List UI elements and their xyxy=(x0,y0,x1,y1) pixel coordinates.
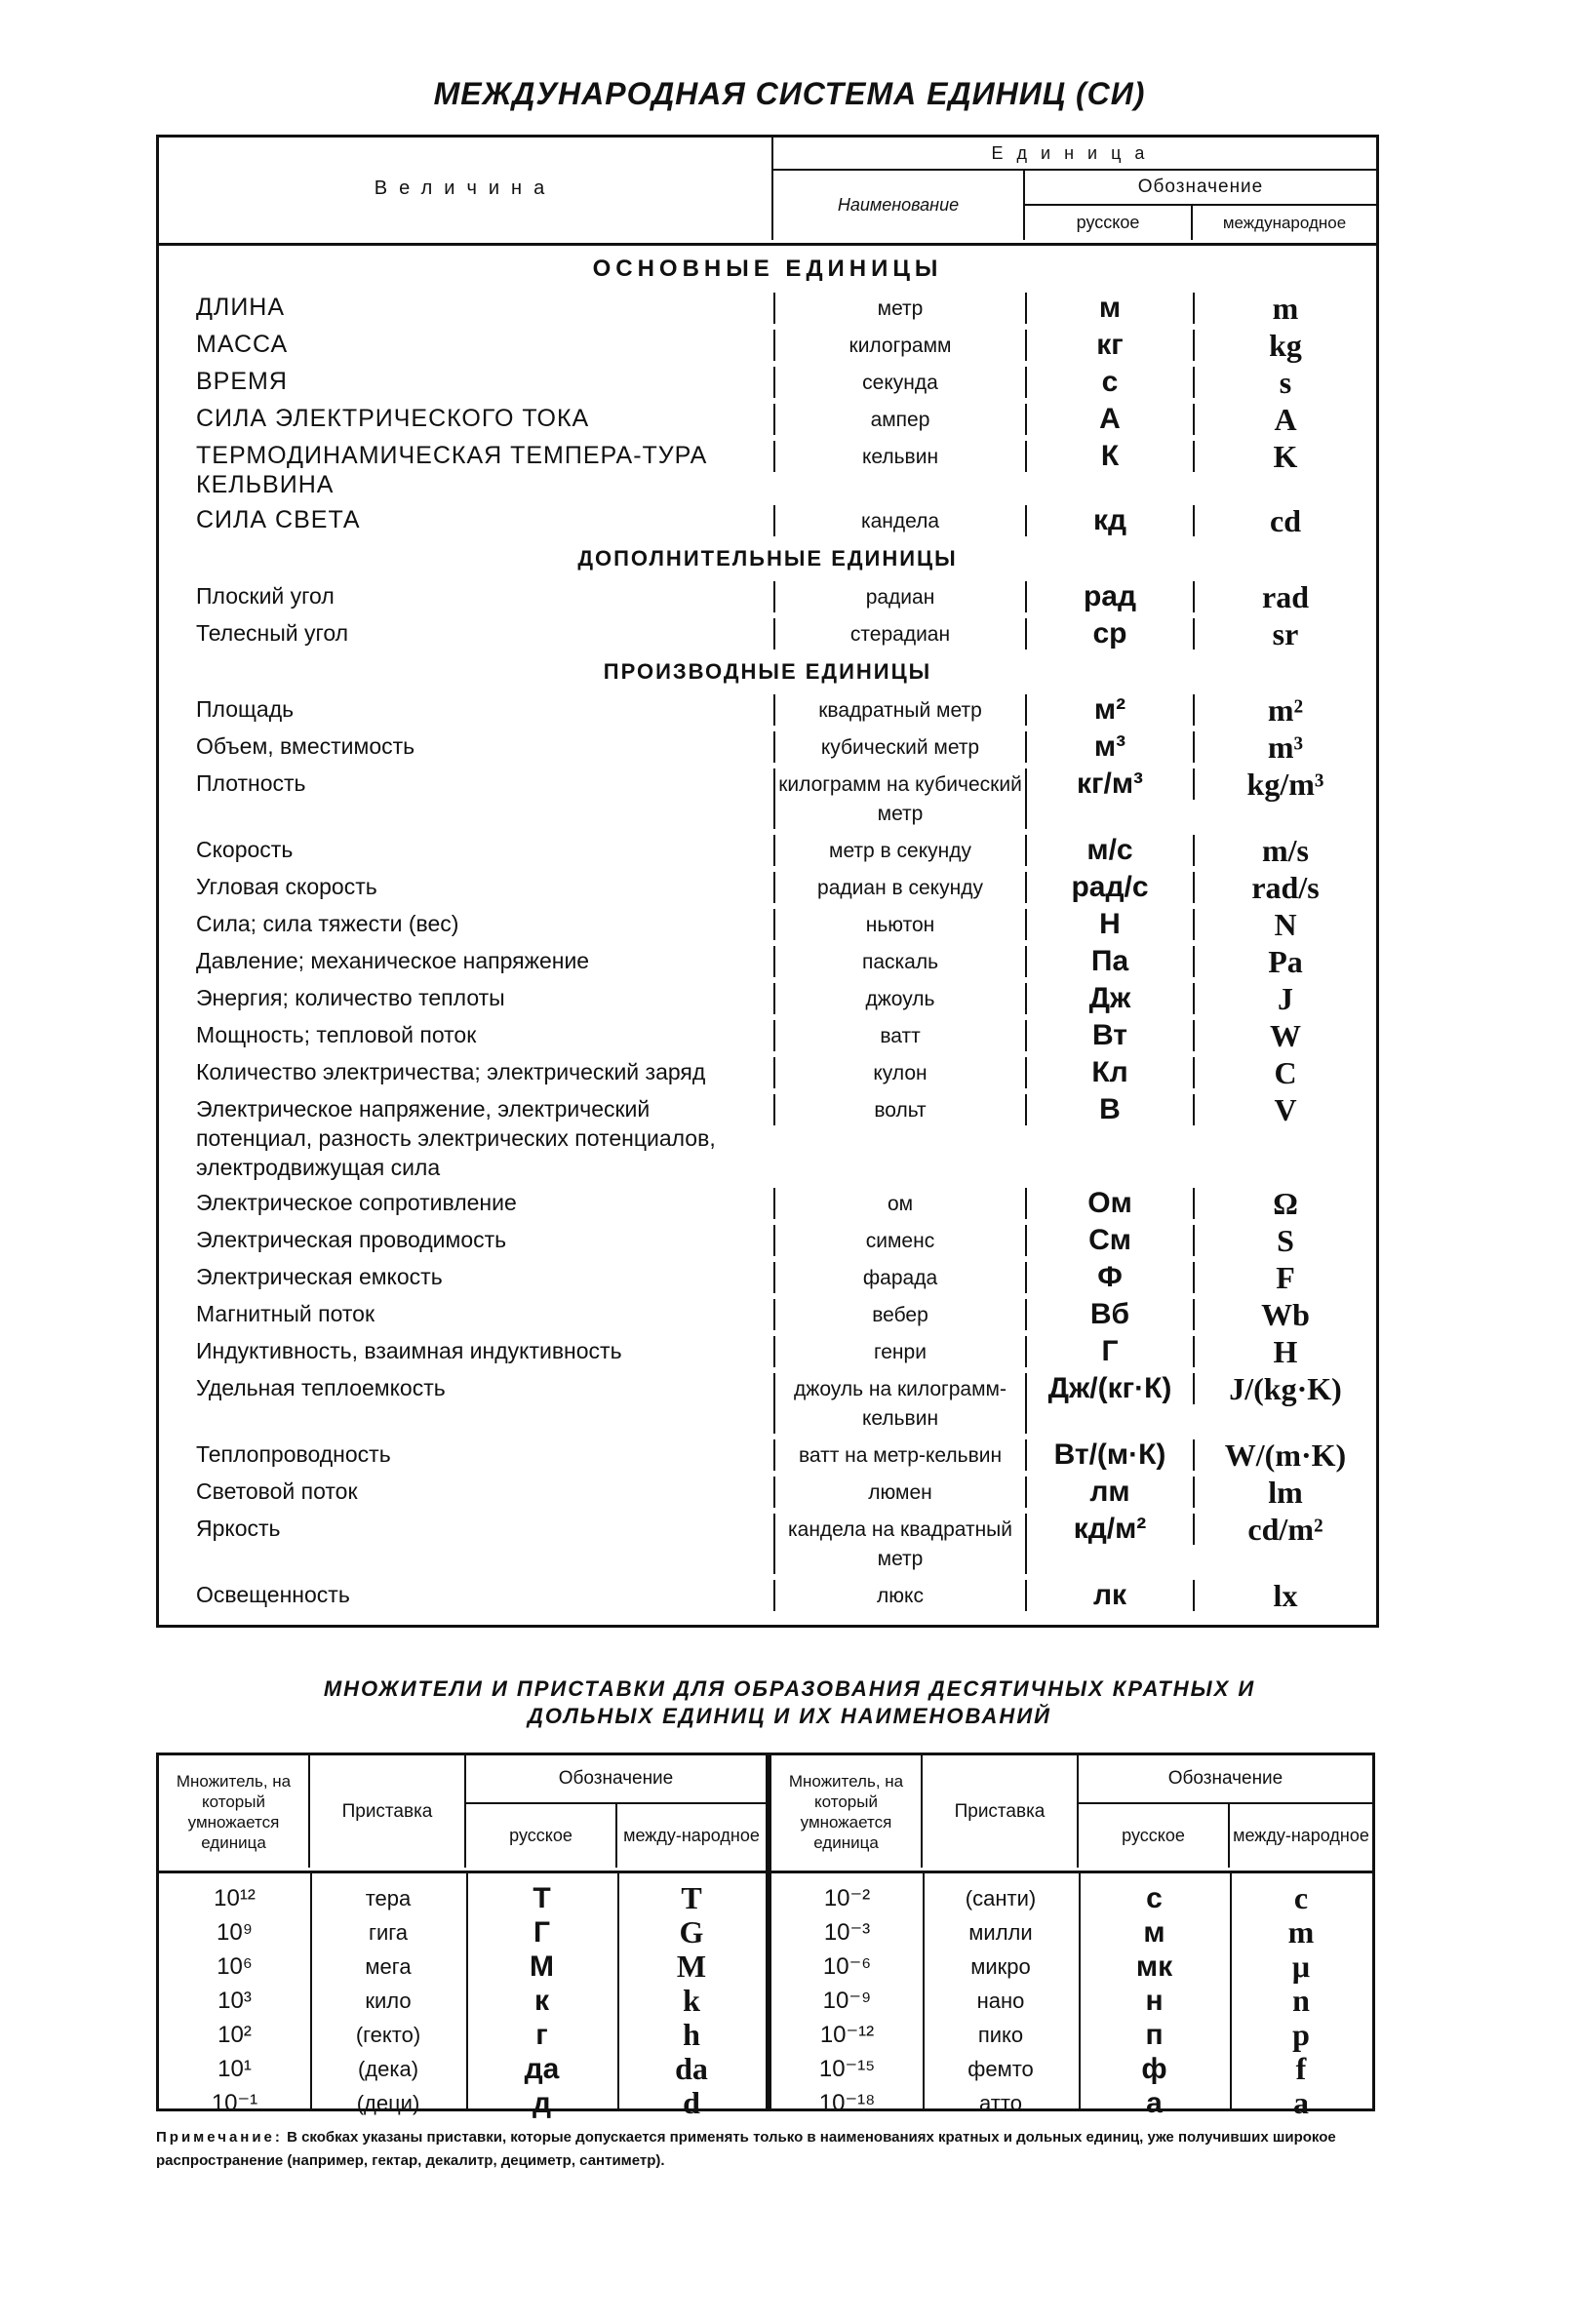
unit-name-cell: кандела xyxy=(773,505,1027,536)
unit-row xyxy=(159,1057,1376,1088)
unit-row xyxy=(159,731,1376,763)
prefix-cell: милли xyxy=(968,1919,1033,1945)
international-symbol-cell: C xyxy=(1193,1057,1376,1088)
header-russian: русское xyxy=(466,1804,617,1868)
prefix-cell: микро xyxy=(970,1953,1031,1979)
international-symbol-cell: W/(m·K) xyxy=(1193,1439,1376,1471)
multiplier-cell: 10⁻⁹ xyxy=(822,1988,872,2014)
russian-symbol-cell: Вт xyxy=(1092,1019,1127,1051)
international-symbol-cell: F xyxy=(1193,1262,1376,1293)
prefix-cell: кило xyxy=(365,1988,412,2013)
russian-symbol-cell: М xyxy=(530,1950,554,1983)
unit-row xyxy=(159,1299,1376,1330)
international-symbol-cell: da xyxy=(675,2051,708,2086)
international-symbol-cell: M xyxy=(676,1949,707,1984)
quantity-cell: Электрическое сопротивление xyxy=(196,1190,517,1215)
russian-symbol-cell: ф xyxy=(1141,2052,1167,2085)
unit-name-cell: вебер xyxy=(773,1299,1027,1330)
header-international: между-народное xyxy=(623,1826,760,1845)
russian-symbol-cell: м² xyxy=(1093,693,1126,726)
prefix-row xyxy=(159,1881,766,1915)
international-symbol-cell: Ω xyxy=(1193,1188,1376,1219)
unit-row xyxy=(159,768,1376,829)
prefix-row xyxy=(159,2052,766,2086)
russian-symbol-cell: Кл xyxy=(1091,1056,1128,1088)
quantity-cell: Количество электричества; электрический заряд xyxy=(196,1059,706,1084)
prefix-cell: нано xyxy=(976,1988,1025,2013)
international-symbol-cell: f xyxy=(1295,2051,1307,2086)
russian-symbol-cell: м/с xyxy=(1086,834,1133,866)
international-symbol-cell: c xyxy=(1293,1880,1309,1915)
prefix-row xyxy=(159,2086,766,2120)
unit-name-cell: ньютон xyxy=(773,909,1027,940)
multiplier-cell: 10⁻¹⁸ xyxy=(818,2090,876,2116)
unit-name-cell: секунда xyxy=(773,367,1027,398)
russian-symbol-cell: м³ xyxy=(1093,730,1126,763)
unit-name-cell: ватт на метр-кельвин xyxy=(773,1439,1027,1471)
international-symbol-cell: V xyxy=(1193,1094,1376,1125)
russian-symbol-cell: Вб xyxy=(1089,1298,1130,1330)
international-symbol-cell: m² xyxy=(1193,694,1376,726)
multiplier-cell: 10⁻⁶ xyxy=(822,1953,872,1980)
prefix-row xyxy=(771,2086,1372,2120)
quantity-cell: Скорость xyxy=(196,837,294,862)
quantity-cell: Энергия; количество теплоты xyxy=(196,985,505,1010)
prefix-table-left xyxy=(159,1755,771,2120)
unit-name-cell: радиан xyxy=(773,581,1027,612)
prefix-table-right xyxy=(771,1755,1372,2120)
quantity-cell: Магнитный поток xyxy=(196,1301,375,1326)
russian-symbol-cell: Вт/(м·К) xyxy=(1053,1438,1166,1471)
unit-name-cell: стерадиан xyxy=(773,618,1027,650)
international-symbol-cell: cd/m² xyxy=(1193,1514,1376,1545)
quantity-cell: Телесный угол xyxy=(196,620,349,646)
quantity-cell: ТЕРМОДИНАМИЧЕСКАЯ ТЕМПЕРА-ТУРА КЕЛЬВИНА xyxy=(196,442,708,498)
russian-symbol-cell: д xyxy=(532,2086,552,2119)
prefix-cell: пико xyxy=(977,2022,1024,2047)
russian-symbol-cell: лм xyxy=(1089,1476,1130,1508)
header-international: между-народное xyxy=(1233,1826,1369,1845)
international-symbol-cell: a xyxy=(1293,2085,1309,2120)
quantity-cell: Электрическая проводимость xyxy=(196,1227,507,1252)
unit-name-cell: паскаль xyxy=(773,946,1027,977)
supplementary-units-body xyxy=(159,581,1376,650)
russian-symbol-cell: В xyxy=(1099,1093,1121,1125)
russian-symbol-cell: с xyxy=(1101,366,1119,398)
international-symbol-cell: rad/s xyxy=(1193,872,1376,903)
unit-name-cell: ом xyxy=(773,1188,1027,1219)
russian-symbol-cell: н xyxy=(1145,1984,1164,2017)
quantity-cell: СИЛА ЭЛЕКТРИЧЕСКОГО ТОКА xyxy=(196,405,590,432)
prefix-table xyxy=(156,1753,1375,2120)
unit-row xyxy=(159,618,1376,650)
russian-symbol-cell: Дж xyxy=(1088,982,1131,1014)
international-symbol-cell: Wb xyxy=(1193,1299,1376,1330)
quantity-cell: Плотность xyxy=(196,770,306,796)
russian-symbol-cell: См xyxy=(1088,1224,1131,1256)
international-symbol-cell: Pa xyxy=(1193,946,1376,977)
russian-symbol-cell: Ом xyxy=(1087,1187,1132,1219)
base-units-body xyxy=(159,293,1376,536)
unit-name-cell: джоуль на килограмм-кельвин xyxy=(773,1373,1027,1434)
unit-name-cell: килограмм xyxy=(773,330,1027,361)
russian-symbol-cell: с xyxy=(1146,1881,1163,1914)
prefix-cell: (деци) xyxy=(356,2090,420,2115)
prefix-row xyxy=(771,2018,1372,2052)
header-quantity: Величина xyxy=(159,138,773,240)
quantity-cell: Давление; механическое напряжение xyxy=(196,948,590,973)
prefix-cell: гига xyxy=(368,1919,409,1945)
unit-name-cell: кубический метр xyxy=(773,731,1027,763)
unit-name-cell: квадратный метр xyxy=(773,694,1027,726)
multiplier-cell: 10⁶ xyxy=(217,1952,253,1980)
quantity-cell: Мощность; тепловой поток xyxy=(196,1022,477,1047)
russian-symbol-cell: г xyxy=(535,2018,548,2051)
unit-row xyxy=(159,1336,1376,1367)
prefix-row xyxy=(771,2052,1372,2086)
unit-row xyxy=(159,581,1376,612)
international-symbol-cell: p xyxy=(1292,2017,1310,2052)
unit-name-cell: метр в секунду xyxy=(773,835,1027,866)
russian-symbol-cell: Т xyxy=(533,1881,551,1914)
prefix-row xyxy=(771,1881,1372,1915)
quantity-cell: Площадь xyxy=(196,696,295,722)
footnote-text: В скобках указаны приставки, которые допускается применять только в наименованиях кратных и дольных единиц, уже получивших широкое распространение (например, гектар, декалитр, дециметр, сантиметр). xyxy=(156,2129,1336,2169)
international-symbol-cell: S xyxy=(1193,1225,1376,1256)
international-symbol-cell: k xyxy=(683,1983,700,2018)
international-symbol-cell: m xyxy=(1287,1914,1315,1950)
header-designation: Обозначение xyxy=(466,1755,766,1804)
multiplier-cell: 10⁻¹² xyxy=(819,2022,875,2048)
quantity-cell: Плоский угол xyxy=(196,583,335,609)
unit-name-cell: фарада xyxy=(773,1262,1027,1293)
russian-symbol-cell: Н xyxy=(1099,908,1121,940)
russian-symbol-cell: м xyxy=(1098,292,1122,324)
prefix-cell: тера xyxy=(365,1885,412,1910)
header-international: международное xyxy=(1222,214,1347,232)
prefix-cell: фемто xyxy=(967,2056,1034,2081)
unit-row xyxy=(159,694,1376,726)
unit-row xyxy=(159,1188,1376,1219)
unit-row xyxy=(159,1262,1376,1293)
prefix-cell: атто xyxy=(979,2090,1022,2115)
multiplier-cell: 10⁻¹⁵ xyxy=(818,2056,876,2082)
multiplier-cell: 10¹² xyxy=(214,1884,256,1911)
international-symbol-cell: kg xyxy=(1193,330,1376,361)
header-prefix: Приставка xyxy=(310,1755,466,1868)
quantity-cell: ВРЕМЯ xyxy=(196,368,288,395)
international-symbol-cell: T xyxy=(681,1880,702,1915)
unit-name-cell: кандела на квадратный метр xyxy=(773,1514,1027,1574)
unit-name-cell: килограмм на кубический метр xyxy=(773,768,1027,829)
page-title: МЕЖДУНАРОДНАЯ СИСТЕМА ЕДИНИЦ (СИ) xyxy=(433,76,1146,111)
prefix-table-title: МНОЖИТЕЛИ И ПРИСТАВКИ ДЛЯ ОБРАЗОВАНИЯ ДЕСЯТИЧНЫХ КРАТНЫХ И ДОЛЬНЫХ ЕДИНИЦ И ИХ НАИМЕНОВАНИЙ xyxy=(323,1676,1256,1728)
quantity-cell: Световой поток xyxy=(196,1478,358,1504)
quantity-cell: Удельная теплоемкость xyxy=(196,1375,446,1400)
unit-name-cell: метр xyxy=(773,293,1027,324)
russian-symbol-cell: а xyxy=(1146,2086,1163,2119)
russian-symbol-cell: Ф xyxy=(1097,1261,1123,1293)
international-symbol-cell: W xyxy=(1193,1020,1376,1051)
prefix-row xyxy=(159,1915,766,1950)
prefix-row xyxy=(159,2018,766,2052)
multiplier-cell: 10³ xyxy=(217,1987,252,2014)
quantity-cell: МАССА xyxy=(196,331,289,358)
international-symbol-cell: rad xyxy=(1193,581,1376,612)
unit-row xyxy=(159,1580,1376,1611)
prefix-row xyxy=(159,1984,766,2018)
international-symbol-cell: m³ xyxy=(1193,731,1376,763)
unit-row xyxy=(159,330,1376,361)
russian-symbol-cell: кд/м² xyxy=(1073,1513,1147,1545)
unit-name-cell: люкс xyxy=(773,1580,1027,1611)
prefix-row xyxy=(771,1915,1372,1950)
unit-name-cell: люмен xyxy=(773,1477,1027,1508)
header-unit: Единица xyxy=(773,138,1376,171)
russian-symbol-cell: кд xyxy=(1092,504,1127,536)
russian-symbol-cell: к xyxy=(533,1984,549,2017)
russian-symbol-cell: мк xyxy=(1135,1950,1173,1983)
unit-row xyxy=(159,367,1376,398)
unit-name-cell: ампер xyxy=(773,404,1027,435)
unit-row xyxy=(159,1439,1376,1471)
international-symbol-cell: J/(kg·K) xyxy=(1193,1373,1376,1404)
si-units-table xyxy=(156,135,1379,1628)
international-symbol-cell: H xyxy=(1193,1336,1376,1367)
header-designation: Обозначение xyxy=(1025,171,1376,206)
international-symbol-cell: m xyxy=(1193,293,1376,324)
header-russian: русское xyxy=(1079,1804,1230,1868)
unit-row xyxy=(159,835,1376,866)
quantity-cell: Освещенность xyxy=(196,1582,350,1607)
prefix-row xyxy=(771,1984,1372,2018)
unit-name-cell: кельвин xyxy=(773,441,1027,472)
international-symbol-cell: J xyxy=(1193,983,1376,1014)
unit-row xyxy=(159,1373,1376,1434)
unit-name-cell: ватт xyxy=(773,1020,1027,1051)
quantity-cell: Угловая скорость xyxy=(196,874,377,899)
international-symbol-cell: m/s xyxy=(1193,835,1376,866)
unit-row xyxy=(159,293,1376,324)
russian-symbol-cell: рад/с xyxy=(1071,871,1149,903)
international-symbol-cell: lx xyxy=(1193,1580,1376,1611)
header-name: Наименование xyxy=(773,171,1025,240)
unit-name-cell: радиан в секунду xyxy=(773,872,1027,903)
header-designation: Обозначение xyxy=(1079,1755,1372,1804)
prefix-row xyxy=(159,1950,766,1984)
international-symbol-cell: μ xyxy=(1291,1949,1311,1984)
prefix-cell: мега xyxy=(365,1953,412,1979)
section-derived-units: ПРОИЗВОДНЫЕ ЕДИНИЦЫ xyxy=(603,659,932,684)
unit-row xyxy=(159,1225,1376,1256)
quantity-cell: Индуктивность, взаимная индуктивность xyxy=(196,1338,622,1363)
russian-symbol-cell: Па xyxy=(1090,945,1129,977)
unit-name-cell: сименс xyxy=(773,1225,1027,1256)
prefix-cell: (гекто) xyxy=(355,2022,421,2047)
quantity-cell: Объем, вместимость xyxy=(196,733,415,759)
header-prefix: Приставка xyxy=(923,1755,1079,1868)
russian-symbol-cell: лк xyxy=(1092,1579,1127,1611)
russian-symbol-cell: кг xyxy=(1096,329,1124,361)
quantity-cell: СИЛА СВЕТА xyxy=(196,506,361,533)
russian-symbol-cell: А xyxy=(1099,403,1121,435)
derived-units-body xyxy=(159,694,1376,1611)
international-symbol-cell: K xyxy=(1193,441,1376,472)
multiplier-cell: 10⁻² xyxy=(823,1885,871,1911)
quantity-cell: ДЛИНА xyxy=(196,294,286,321)
multiplier-cell: 10² xyxy=(217,2021,252,2048)
unit-row xyxy=(159,505,1376,536)
unit-name-cell: кулон xyxy=(773,1057,1027,1088)
multiplier-cell: 10⁻¹ xyxy=(211,2090,258,2116)
russian-symbol-cell: кг/м³ xyxy=(1076,768,1144,800)
international-symbol-cell: N xyxy=(1193,909,1376,940)
unit-row xyxy=(159,1020,1376,1051)
unit-name-cell: генри xyxy=(773,1336,1027,1367)
si-table-header xyxy=(159,138,1376,246)
header-multiplier: Множитель, на который умножается единица xyxy=(771,1755,923,1868)
russian-symbol-cell: п xyxy=(1145,2018,1164,2051)
unit-row xyxy=(159,404,1376,435)
international-symbol-cell: lm xyxy=(1193,1477,1376,1508)
header-multiplier: Множитель, на который умножается единица xyxy=(159,1755,310,1868)
quantity-cell: Сила; сила тяжести (вес) xyxy=(196,911,459,936)
unit-name-cell: джоуль xyxy=(773,983,1027,1014)
prefix-cell: (дека) xyxy=(357,2056,419,2081)
russian-symbol-cell: Г xyxy=(533,1915,550,1949)
footnote-label: Примечание: xyxy=(156,2129,283,2146)
unit-row xyxy=(159,946,1376,977)
unit-row xyxy=(159,1477,1376,1508)
russian-symbol-cell: К xyxy=(1100,440,1120,472)
prefix-row xyxy=(771,1950,1372,1984)
international-symbol-cell: sr xyxy=(1193,618,1376,650)
quantity-cell: Яркость xyxy=(196,1516,281,1541)
footnote xyxy=(156,2126,1385,2173)
prefix-cell: (санти) xyxy=(965,1885,1037,1910)
russian-symbol-cell: ср xyxy=(1092,617,1127,650)
unit-row xyxy=(159,441,1376,499)
quantity-cell: Теплопроводность xyxy=(196,1441,391,1467)
unit-row xyxy=(159,1514,1376,1574)
international-symbol-cell: A xyxy=(1193,404,1376,435)
international-symbol-cell: s xyxy=(1193,367,1376,398)
multiplier-cell: 10¹ xyxy=(217,2055,252,2082)
international-symbol-cell: h xyxy=(683,2017,700,2052)
international-symbol-cell: G xyxy=(679,1914,704,1950)
russian-symbol-cell: Г xyxy=(1101,1335,1119,1367)
multiplier-cell: 10⁹ xyxy=(217,1918,253,1946)
russian-symbol-cell: Дж/(кг·К) xyxy=(1047,1372,1172,1404)
unit-row xyxy=(159,983,1376,1014)
unit-name-cell: вольт xyxy=(773,1094,1027,1125)
section-base-units: ОСНОВНЫЕ ЕДИНИЦЫ xyxy=(592,256,943,282)
international-symbol-cell: n xyxy=(1292,1983,1310,2018)
quantity-cell: Электрическое напряжение, электрический потенциал, разность электрических потенциалов, электродвижущая сила xyxy=(196,1096,716,1180)
quantity-cell: Электрическая емкость xyxy=(196,1264,443,1289)
section-supplementary-units: ДОПОЛНИТЕЛЬНЫЕ ЕДИНИЦЫ xyxy=(577,546,958,571)
international-symbol-cell: cd xyxy=(1193,505,1376,536)
russian-symbol-cell: м xyxy=(1143,1915,1165,1949)
russian-symbol-cell: рад xyxy=(1083,580,1137,612)
unit-row xyxy=(159,909,1376,940)
international-symbol-cell: kg/m³ xyxy=(1193,768,1376,800)
international-symbol-cell: d xyxy=(683,2085,700,2120)
unit-row xyxy=(159,1094,1376,1182)
unit-row xyxy=(159,872,1376,903)
russian-symbol-cell: да xyxy=(524,2052,560,2085)
multiplier-cell: 10⁻³ xyxy=(823,1919,871,1946)
header-russian: русское xyxy=(1025,206,1193,240)
